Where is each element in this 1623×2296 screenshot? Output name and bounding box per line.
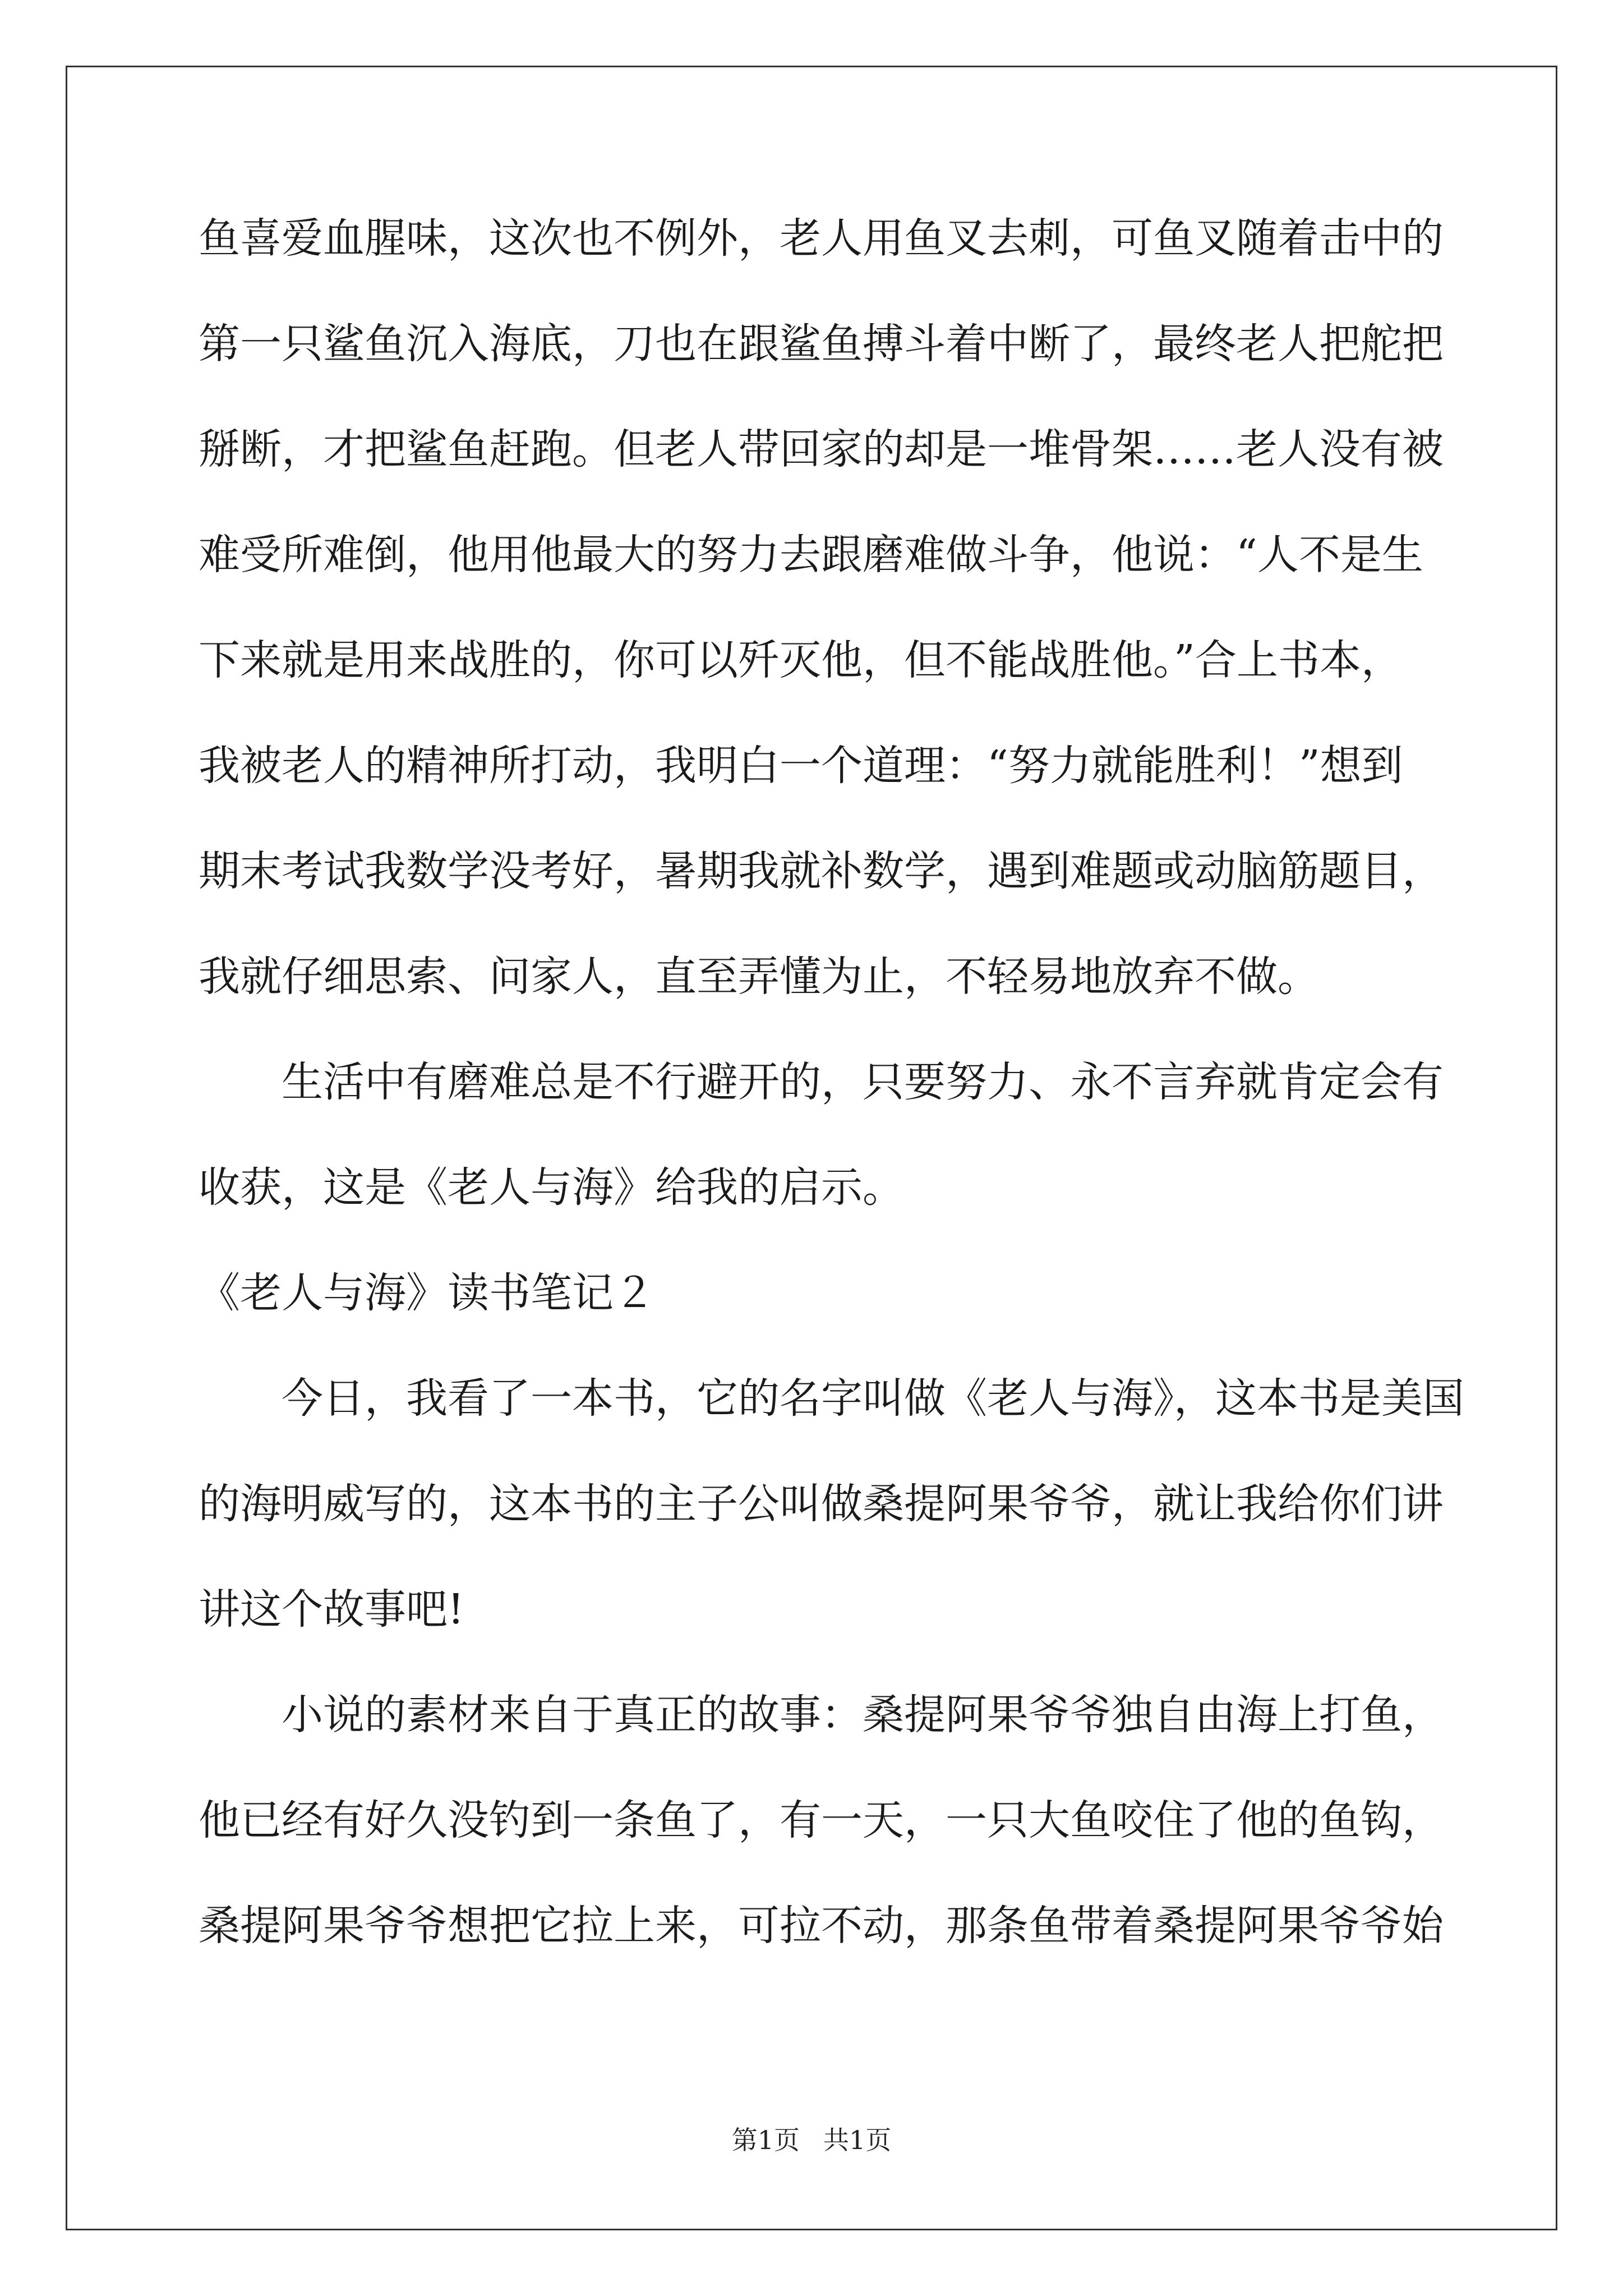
page-number: 第1页	[731, 2125, 800, 2155]
text-line: 第一只鲨鱼沉入海底，刀也在跟鲨鱼搏斗着中断了，最终老人把舵把	[199, 320, 1444, 368]
text-line: 掰断，才把鲨鱼赶跑。但老人带回家的却是一堆骨架……老人没有被	[199, 425, 1444, 473]
text-line: 我就仔细思索、问家人，直至弄懂为止，不轻易地放弃不做。	[199, 953, 1319, 1001]
text-line: 鱼喜爱血腥味，这次也不例外，老人用鱼叉去刺，可鱼叉随着击中的	[199, 214, 1444, 263]
text-line: 他已经有好久没钓到一条鱼了，有一天，一只大鱼咬住了他的鱼钩，	[199, 1796, 1444, 1844]
text-line: 下来就是用来战胜的，你可以歼灭他，但不能战胜他。”合上书本，	[199, 636, 1403, 684]
text-line: 桑提阿果爷爷想把它拉上来，可拉不动，那条鱼带着桑提阿果爷爷始	[199, 1902, 1444, 1950]
text-line: 我被老人的精神所打动，我明白一个道理：“努力就能胜利！”想到	[199, 742, 1403, 790]
text-line: 的海明威写的，这本书的主子公叫做桑提阿果爷爷，就让我给你们讲	[199, 1480, 1444, 1528]
text-line: 今日，我看了一本书，它的名字叫做《老人与海》，这本书是美国	[199, 1374, 1464, 1423]
text-line: 讲这个故事吧!	[199, 1585, 464, 1634]
text-line: 收获，这是《老人与海》给我的启示。	[199, 1163, 904, 1212]
page-footer	[0, 2123, 1623, 2157]
text-line: 生活中有磨难总是不行避开的，只要努力、永不言弃就肯定会有	[199, 1058, 1444, 1106]
text-line: 小说的素材来自于真正的故事：桑提阿果爷爷独自由海上打鱼，	[199, 1691, 1444, 1739]
page-total: 共1页	[823, 2125, 892, 2155]
section-heading: 《老人与海》读书笔记２	[199, 1269, 655, 1317]
text-line: 期末考试我数学没考好，暑期我就补数学，遇到难题或动脑筋题目，	[199, 847, 1444, 895]
text-line: 难受所难倒，他用他最大的努力去跟磨难做斗争，他说：“人不是生	[199, 531, 1423, 579]
